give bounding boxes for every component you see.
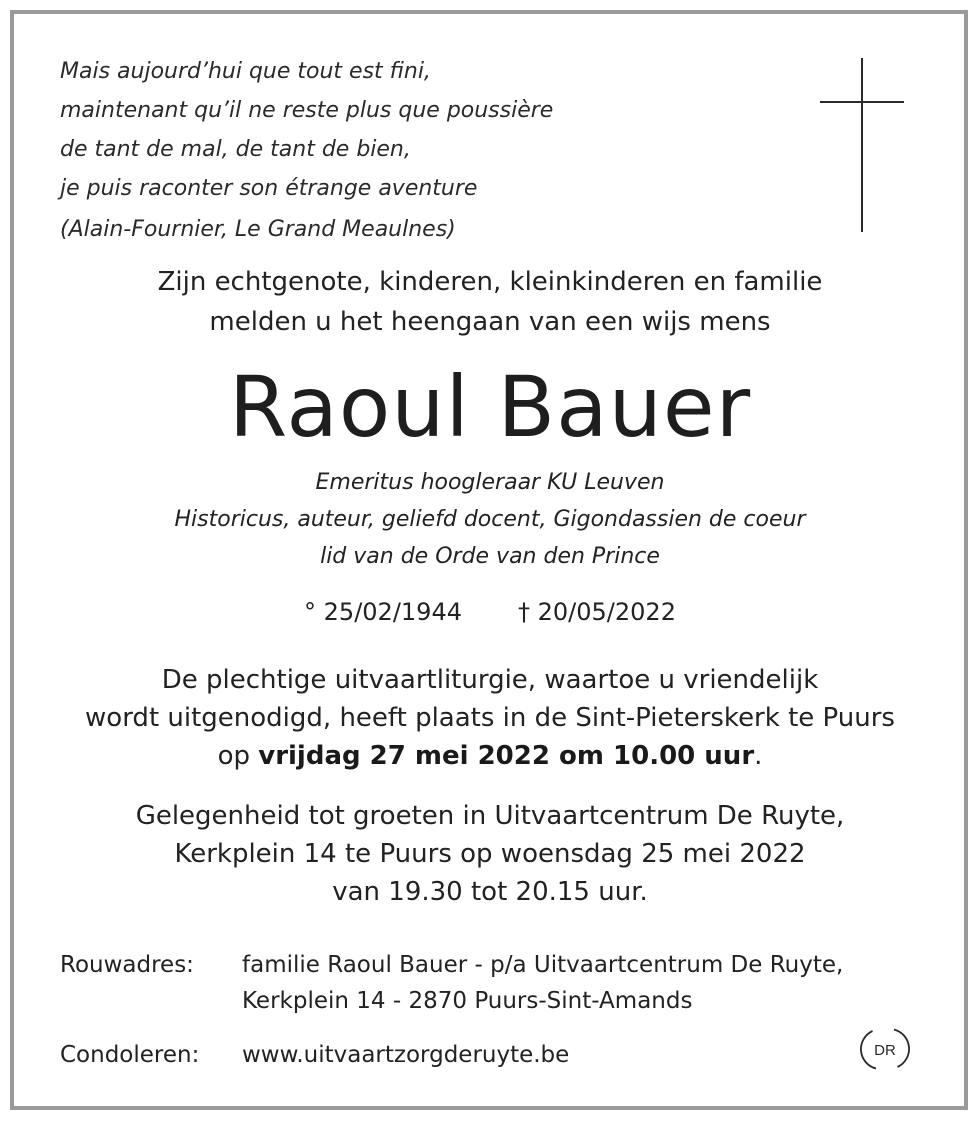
liturgy-suffix: . (754, 741, 763, 771)
visitation-info (20, 797, 960, 911)
quote-line: je puis raconter son étrange aventure (60, 176, 478, 201)
visitation-line: Gelegenheid tot groeten in Uitvaartcentrum De Ruyte, (135, 801, 845, 831)
title-line: Emeritus hoogleraar KU Leuven (315, 470, 665, 495)
address-line: familie Raoul Bauer - p/a Uitvaartcentrum De Ruyte, (242, 952, 844, 978)
mourning-address-label: Rouwadres: (60, 952, 194, 978)
condolences-label: Condoleren: (60, 1042, 200, 1068)
death-date: † 20/05/2022 (518, 598, 676, 626)
funeral-home-logo-icon (860, 1024, 910, 1074)
quote-line: maintenant qu’il ne reste plus que poussière (60, 98, 554, 123)
epigraph-quote (60, 52, 553, 249)
quote-line: de tant de mal, de tant de bien, (60, 137, 411, 162)
announcement-line: melden u het heengaan van een wijs mens (209, 307, 771, 337)
deceased-titles (20, 464, 960, 575)
cross-icon (820, 58, 904, 232)
liturgy-datetime: vrijdag 27 mei 2022 om 10.00 uur (258, 741, 755, 771)
quote-line: Mais aujourd’hui que tout est fini, (60, 59, 431, 84)
logo-text: DR (874, 1042, 896, 1059)
deceased-name: Raoul Bauer (228, 358, 752, 456)
title-line: Historicus, auteur, geliefd docent, Gigondassien de coeur (174, 507, 806, 532)
condolences-website-link[interactable]: www.uitvaartzorgderuyte.be (242, 1042, 570, 1068)
mourning-address-value (242, 947, 843, 1019)
funeral-liturgy-info (20, 661, 960, 775)
liturgy-line (20, 737, 960, 775)
family-announcement (20, 262, 960, 342)
liturgy-prefix: op (217, 741, 259, 771)
life-dates (20, 594, 960, 630)
quote-source: (Alain-Fournier, Le Grand Meaulnes) (60, 217, 456, 242)
visitation-line: van 19.30 tot 20.15 uur. (332, 877, 648, 907)
announcement-line: Zijn echtgenote, kinderen, kleinkinderen en familie (157, 267, 823, 297)
liturgy-line: wordt uitgenodigd, heeft plaats in de Sint-Pieterskerk te Puurs (85, 703, 895, 733)
liturgy-line: De plechtige uitvaartliturgie, waartoe u vriendelijk (161, 665, 819, 695)
birth-date: ° 25/02/1944 (304, 598, 462, 626)
visitation-line: Kerkplein 14 te Puurs op woensdag 25 mei 2022 (174, 839, 806, 869)
title-line: lid van de Orde van den Prince (320, 544, 660, 569)
address-line: Kerkplein 14 - 2870 Puurs-Sint-Amands (242, 988, 693, 1014)
